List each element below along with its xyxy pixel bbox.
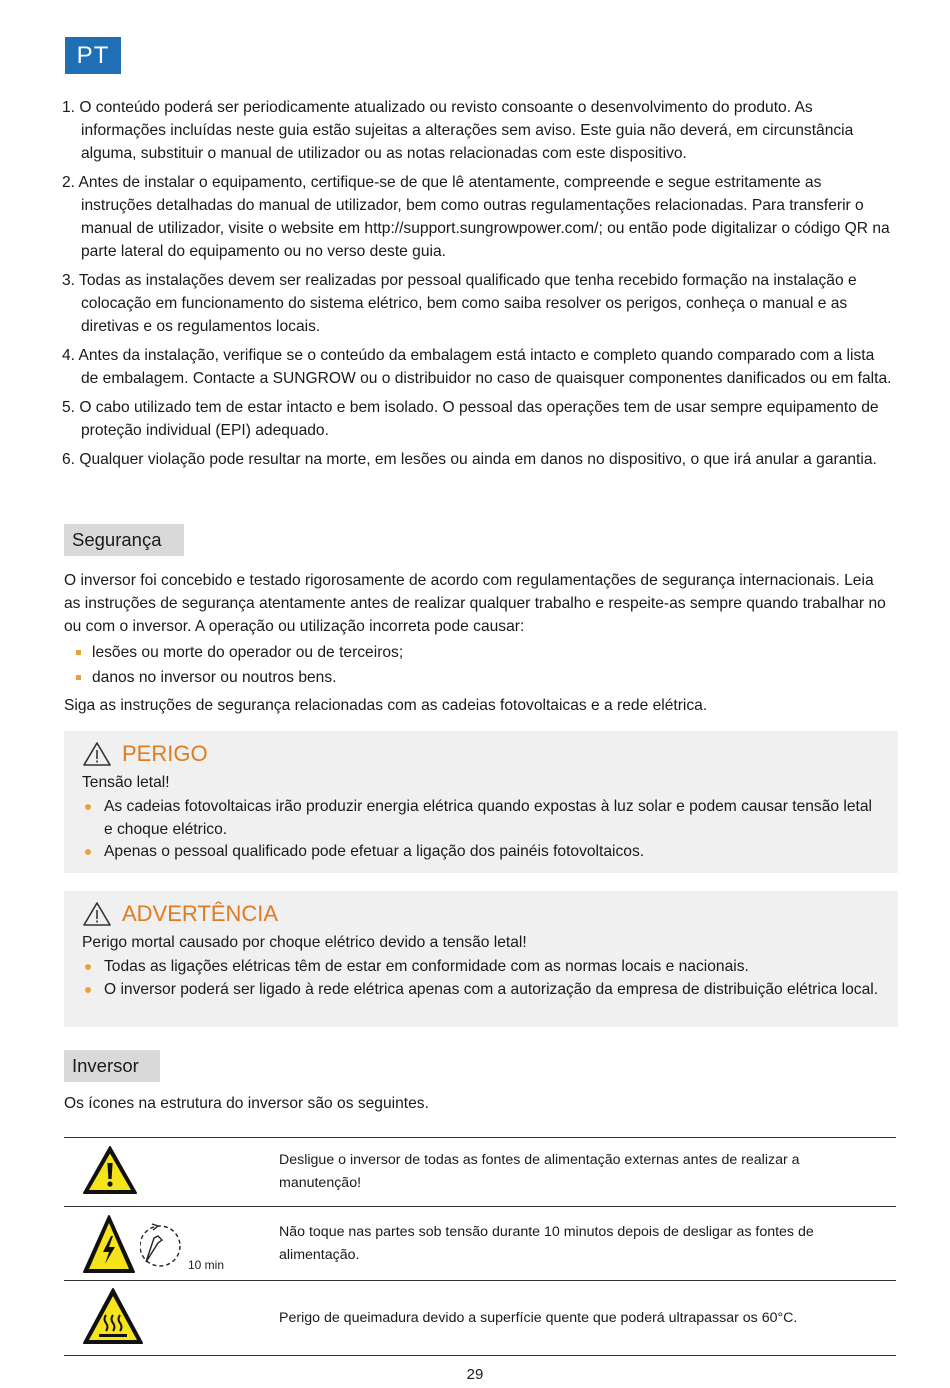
danger-notice (64, 731, 898, 873)
intro-item-6: 6. Qualquer violação pode resultar na morte, em lesões ou ainda em danos no dispositivo, o que irá anular a garantia. (62, 451, 877, 468)
warning-item-1: Todas as ligações elétricas têm de estar em conformidade com as normas locais e nacionais. (82, 956, 880, 979)
icon-description-1: Desligue o inversor de todas as fontes de alimentação externas antes de realizar a manutenção! (278, 1138, 896, 1207)
inverter-intro: Os ícones na estrutura do inversor são os seguintes. (64, 1095, 429, 1112)
icon-description-3: Perigo de queimadura devido a superfície quente que poderá ultrapassar os 60°C. (278, 1281, 896, 1356)
safety-heading: Segurança (64, 524, 184, 556)
general-warning-icon (82, 1145, 138, 1195)
table-row (64, 1281, 896, 1356)
intro-list (62, 96, 892, 477)
page-number: 29 (466, 1366, 484, 1383)
danger-title: PERIGO (122, 741, 208, 766)
inverter-icon-table (64, 1137, 896, 1356)
table-row (64, 1207, 896, 1281)
safety-bullet-1: lesões ou morte do operador ou de terceiros; (76, 640, 876, 665)
intro-item-3: 3. Todas as instalações devem ser realizadas por pessoal qualificado que tenha recebido formação na instalação e colocação em funcionamento do sistema elétrico, bem como saiba resolver os perigos, conheça o manual e as diretivas e os regulamentos locais. (62, 272, 857, 335)
safety-paragraph: O inversor foi concebido e testado rigorosamente de acordo com regulamentações de segurança internacionais. Leia as instruções de segurança atentamente antes de realizar qualquer trabalho e respeite-as sempre quando trabalhar no ou com o inversor. A operação ou utilização incorreta pode causar: (64, 572, 886, 635)
intro-item-4: 4. Antes da instalação, verifique se o conteúdo da embalagem está intacto e completo quando comparado com a lista de embalagem. Contacte a SUNGROW ou o distribuidor no caso de quaisquer componentes danificados ou em falta. (62, 347, 892, 387)
intro-item-1: 1. O conteúdo poderá ser periodicamente atualizado ou revisto consoante o desenvolvimento do produto. As informações incluídas neste guia estão sujeitas a alterações sem aviso. Este guia não deverá, em circunstância alguma, substituir o manual de utilizador ou as notas relacionadas com este dispositivo. (62, 99, 854, 162)
warning-item-2: O inversor poderá ser ligado à rede elétrica apenas com a autorização da empresa de distribuição elétrica local. (82, 979, 880, 1002)
warning-triangle-icon (82, 901, 112, 927)
safety-closing: Siga as instruções de segurança relacionadas com as cadeias fotovoltaicas e a rede elétrica. (64, 697, 708, 714)
icon-description-2: Não toque nas partes sob tensão durante 10 minutos depois de desligar as fontes de alimentação. (278, 1207, 896, 1281)
table-row (64, 1138, 896, 1207)
inverter-heading: Inversor (64, 1050, 160, 1082)
language-badge: PT (65, 37, 121, 74)
timer-label: 10 min (188, 1257, 225, 1272)
hot-surface-icon (82, 1287, 144, 1345)
timer-icon (140, 1216, 186, 1274)
intro-item-2: 2. Antes de instalar o equipamento, certifique-se de que lê atentamente, compreende e segue estritamente as instruções detalhadas do manual de utilizador, bem como outras regulamentações relacionadas. Para transferir o manual de utilizador, visite o website em http://support.sungrowpower.com/; ou então pode digitalizar o código QR na parte lateral do equipamento ou no verso deste guia. (62, 174, 890, 260)
danger-item-1: As cadeias fotovoltaicas irão produzir energia elétrica quando expostas à luz solar e podem causar tensão letal e choque elétrico. (82, 796, 880, 841)
high-voltage-icon (82, 1214, 136, 1274)
safety-bullet-2: danos no inversor ou noutros bens. (76, 665, 876, 690)
warning-triangle-icon (82, 741, 112, 767)
intro-item-5: 5. O cabo utilizado tem de estar intacto e bem isolado. O pessoal das operações tem de usar sempre equipamento de proteção individual (EPI) adequado. (62, 399, 879, 439)
danger-subtitle: Tensão letal! (82, 774, 170, 791)
warning-title: ADVERTÊNCIA (122, 901, 279, 926)
safety-bullets (76, 640, 876, 690)
warning-subtitle: Perigo mortal causado por choque elétrico devido a tensão letal! (82, 934, 527, 951)
warning-notice (64, 891, 898, 1027)
danger-item-2: Apenas o pessoal qualificado pode efetuar a ligação dos painéis fotovoltaicos. (82, 841, 880, 864)
